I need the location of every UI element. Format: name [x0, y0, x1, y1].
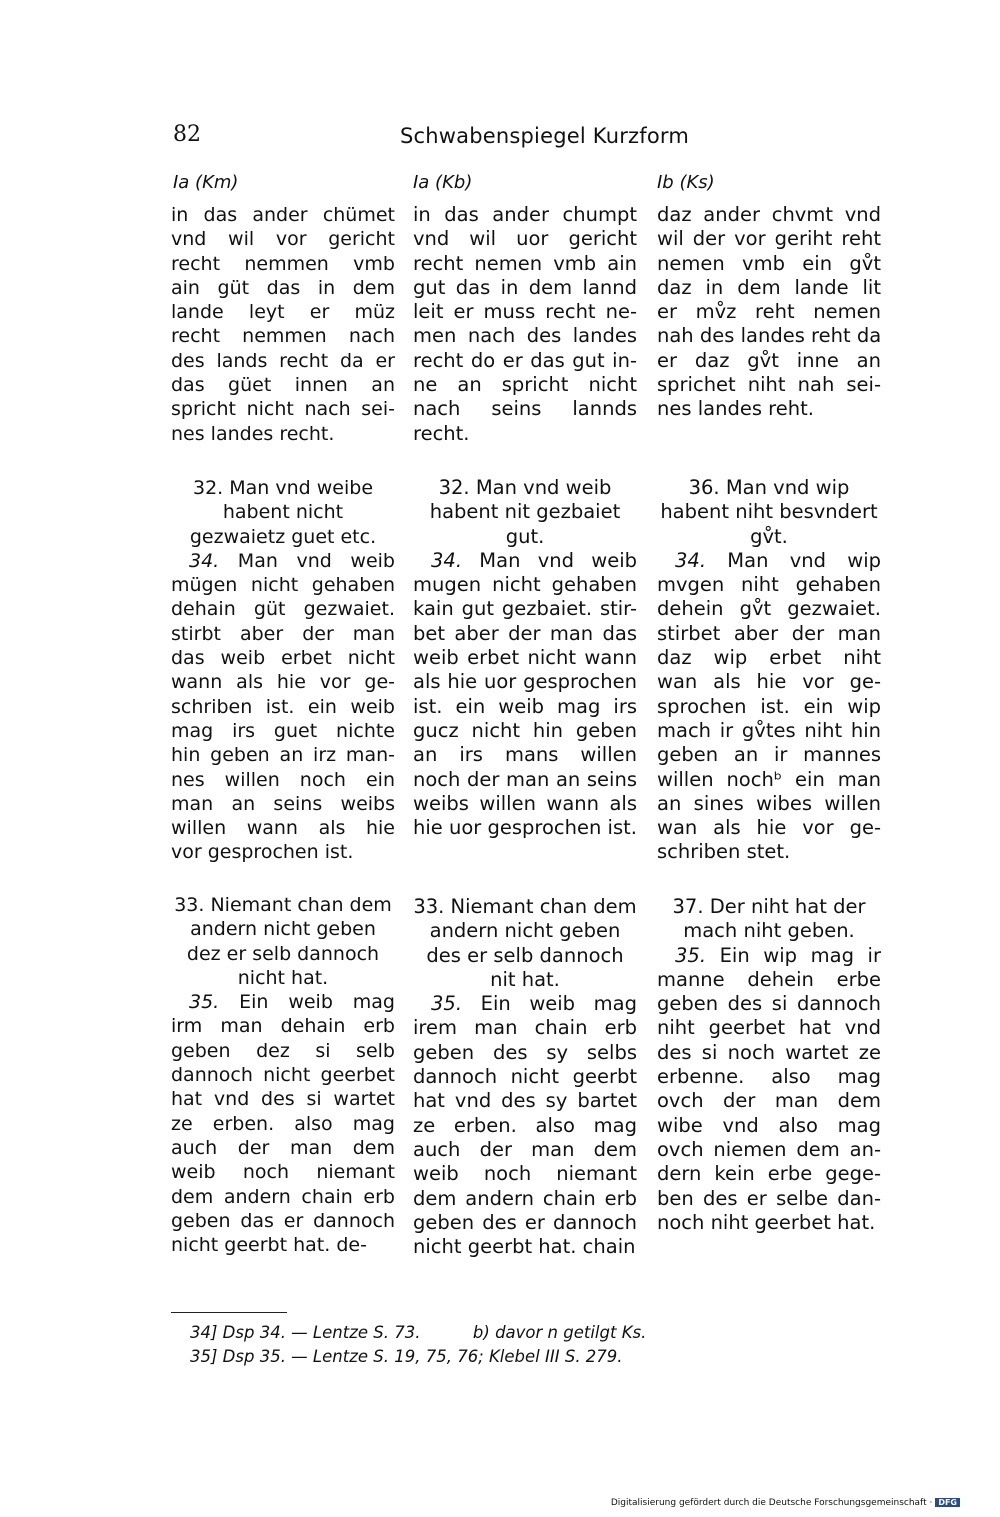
text-line: nach seins lannds	[413, 397, 637, 421]
text-line: nah des landes reht da	[657, 324, 882, 348]
footnote-35: 35] Dsp 35. — Lentze S. 19, 75, 76; Klebel III S. 279.	[190, 1347, 623, 1366]
section-heading-line: habent nit gezbaiet	[429, 500, 621, 524]
text-line: lande leyt er müz	[171, 301, 395, 324]
text-line: hie uor gesprochen ist.	[413, 816, 637, 840]
dfg-logo: DFG	[935, 1498, 960, 1507]
text-line: sprichet niht nah sei-	[657, 373, 881, 397]
running-title: Schwabenspiegel Kurzform	[400, 124, 690, 148]
section-heading-line: gv̊t.	[750, 524, 788, 548]
text-line: des lands recht da er	[171, 349, 395, 372]
text-line: dehein gv̊t gezwaiet.	[657, 597, 881, 621]
text-line: stirbt aber der man	[171, 622, 395, 645]
text-line: willen wann als hie	[171, 817, 395, 840]
text-line: 34. Man vnd weib	[189, 549, 395, 572]
section-heading-line: andern nicht geben	[429, 919, 621, 943]
text-line: bet aber der man das	[413, 621, 637, 645]
text-line: erbenne. also mag	[657, 1065, 881, 1089]
block-km-1	[171, 476, 395, 865]
text-line: vnd wil vor gericht	[171, 228, 395, 251]
text-line: weibs willen wann als	[413, 791, 637, 815]
column-heading-ks: Ib (Ks)	[657, 172, 715, 193]
text-line: mach ir gv̊tes niht hin	[657, 718, 881, 742]
text-line: hat vnd des si wartet	[171, 1088, 395, 1111]
text-line: kain gut gezbaiet. stir-	[413, 597, 637, 621]
text-line: daz ander chvmt vnd	[657, 203, 881, 226]
text-line: dem andern chain erb	[413, 1186, 637, 1210]
block-km-2	[171, 893, 395, 1257]
text-line: schriben ist. ein weib	[171, 695, 395, 718]
text-line: geben dez si selb	[171, 1039, 395, 1062]
section-heading-line: gezwaietz guet etc.	[189, 525, 377, 548]
text-line: in das ander chümet	[171, 204, 395, 226]
section-heading-line: 37. Der niht hat der	[672, 895, 866, 918]
text-line: 35. Ein weib mag	[431, 992, 637, 1016]
section-heading-line: gut.	[505, 524, 545, 548]
text-line: nemen vmb ein gv̊t	[657, 251, 881, 275]
text-line: spricht nicht nach sei-	[171, 398, 395, 421]
section-heading-line: des er selb dannoch	[426, 943, 624, 967]
footnote-34: 34] Dsp 34. — Lentze S. 73. b) davor n getilgt Ks.	[190, 1323, 647, 1342]
section-heading-line: 32. Man vnd weibe	[192, 477, 374, 499]
text-line: weib noch niemant	[171, 1161, 395, 1184]
text-line: vor gesprochen ist.	[171, 841, 354, 864]
section-number: 35.	[431, 992, 463, 1016]
text-line: ain güt das in dem	[171, 276, 395, 299]
section-number: 34.	[189, 549, 220, 572]
text-line: wibe vnd also mag	[657, 1113, 881, 1137]
text-line: an sines wibes willen	[657, 791, 881, 815]
text-line: mag irs guet nichte	[171, 719, 395, 742]
section-number: 35.	[675, 943, 707, 967]
text-line: nicht geerbt hat. chain	[413, 1235, 636, 1259]
text-line: ovch der man dem	[657, 1089, 881, 1113]
text-line: er daz gv̊t inne an	[657, 348, 881, 372]
text-line: mügen nicht gehaben	[171, 574, 395, 597]
text-line: weib erbet nicht wann	[413, 646, 637, 670]
section-heading-line: habent nicht	[222, 501, 344, 524]
text-line: gucz nicht hin geben	[413, 718, 637, 742]
text-line: ovch niemen dem an-	[657, 1137, 881, 1161]
text-line: wil der vor geriht reht	[657, 227, 881, 251]
text-line: irem man chain erb	[413, 1016, 637, 1040]
text-line: sprochen ist. ein wip	[657, 694, 881, 718]
text-line: auch der man dem	[171, 1136, 395, 1159]
text-line: dem andern chain erb	[171, 1185, 395, 1208]
text-line: recht nemmen vmb	[171, 252, 395, 275]
text-line: wann als hie vor ge-	[171, 671, 395, 694]
section-number: 34.	[675, 548, 707, 572]
block-kb-1	[413, 476, 637, 840]
text-line: daz in dem lande lit	[657, 275, 881, 299]
footnote-rule	[171, 1312, 287, 1313]
text-line: nes landes reht.	[657, 397, 814, 421]
text-line: er mv̊z reht nemen	[657, 300, 881, 324]
text-line: weib noch niemant	[413, 1162, 637, 1186]
text-line: geben an ir mannes	[657, 743, 881, 767]
section-heading-line: 33. Niemant chan dem	[413, 895, 637, 918]
text-line: dern kein erbe gege-	[657, 1162, 881, 1186]
section-heading-line: 33. Niemant chan dem	[174, 894, 392, 916]
text-line: des si noch wartet ze	[657, 1040, 881, 1064]
text-line: 34. Man vnd wip	[675, 548, 881, 572]
section-heading-line: dez er selb dannoch	[186, 942, 380, 965]
text-line: dannoch nicht geerbet	[171, 1064, 395, 1087]
text-line: geben das er dannoch	[171, 1209, 395, 1232]
credit-text: Digitalisierung gefördert durch die Deutsche Forschungsgemeinschaft ·	[610, 1498, 933, 1508]
block-km-0	[171, 203, 395, 446]
text-line: 34. Man vnd weib	[431, 548, 637, 572]
section-heading-line: habent niht besvndert	[660, 500, 878, 524]
text-line: man an seins weibs	[171, 792, 395, 815]
text-line: an irs mans willen	[413, 743, 637, 767]
section-number: 35.	[189, 991, 220, 1014]
text-line: gut das in dem lannd	[413, 275, 637, 299]
block-ks-2	[657, 895, 881, 1235]
text-line: leit er muss recht ne-	[413, 300, 637, 324]
section-heading-line: mach niht geben.	[683, 919, 855, 943]
text-line: recht nemen vmb ain	[413, 251, 637, 275]
text-line: hin geben an irz man-	[171, 744, 395, 767]
text-line: als hie uor gesprochen	[413, 670, 637, 694]
text-line: ist. ein weib mag irs	[413, 694, 637, 718]
text-line: nicht geerbt hat. de-	[171, 1234, 367, 1257]
digitization-credit	[611, 1498, 960, 1508]
text-line: hat vnd des sy bartet	[413, 1089, 637, 1113]
text-line: noch niht geerbet hat.	[657, 1210, 876, 1234]
section-heading-line: 32. Man vnd weib	[438, 476, 612, 499]
text-line: 35. Ein wip mag ir	[675, 943, 881, 967]
block-ks-0	[657, 203, 881, 422]
text-line: ze erben. also mag	[171, 1112, 395, 1135]
text-line: ze erben. also mag	[413, 1113, 637, 1137]
section-heading-line: andern nicht geben	[190, 918, 376, 941]
text-line: mugen nicht gehaben	[413, 573, 637, 597]
text-line: stirbet aber der man	[657, 621, 881, 645]
text-line: recht nemmen nach	[171, 325, 395, 348]
text-line: nes willen noch ein	[171, 768, 395, 791]
text-line: das weib erbet nicht	[171, 647, 395, 670]
text-line: ben des er selbe dan-	[657, 1186, 881, 1210]
column-heading-km: Ia (Km)	[173, 172, 239, 193]
text-line: nes landes recht.	[171, 422, 335, 445]
text-line: dannoch nicht geerbt	[413, 1065, 637, 1089]
text-line: geben des si dannoch	[657, 992, 881, 1016]
text-line: wan als hie vor ge-	[657, 816, 881, 840]
text-line: ne an spricht nicht	[413, 373, 637, 397]
text-line: das güet innen an	[171, 374, 395, 397]
text-line: recht do er das gut in-	[413, 348, 637, 372]
text-line: vnd wil uor gericht	[413, 227, 637, 251]
text-line: schriben stet.	[657, 840, 791, 864]
text-line: wan als hie vor ge-	[657, 670, 881, 694]
text-line: irm man dehain erb	[171, 1015, 395, 1038]
text-line: 35. Ein weib mag	[189, 991, 395, 1014]
page-number: 82	[173, 122, 201, 147]
text-line: noch der man an seins	[413, 767, 637, 791]
block-kb-0	[413, 203, 637, 446]
section-heading-line: nicht hat.	[237, 966, 329, 989]
text-line: recht.	[413, 421, 470, 445]
block-kb-2	[413, 895, 637, 1259]
text-line: manne dehein erbe	[657, 967, 881, 991]
section-heading-line: 36. Man vnd wip	[688, 476, 850, 499]
text-line: mvgen niht gehaben	[657, 573, 881, 597]
text-line: geben des er dannoch	[413, 1210, 637, 1234]
text-line: men nach des landes	[413, 324, 637, 348]
text-line: dehain güt gezwaiet.	[171, 598, 395, 621]
column-heading-kb: Ia (Kb)	[413, 172, 473, 193]
text-line: in das ander chumpt	[413, 203, 637, 226]
text-line: geben des sy selbs	[413, 1040, 637, 1064]
section-number: 34.	[431, 548, 463, 572]
section-heading-line: nit hat.	[490, 967, 560, 991]
text-line: daz wip erbet niht	[657, 646, 881, 670]
text-line: auch der man dem	[413, 1137, 637, 1161]
text-line: willen nochᵇ ein man	[657, 767, 881, 791]
block-ks-1	[657, 476, 881, 865]
text-line: niht geerbet hat vnd	[657, 1016, 881, 1040]
